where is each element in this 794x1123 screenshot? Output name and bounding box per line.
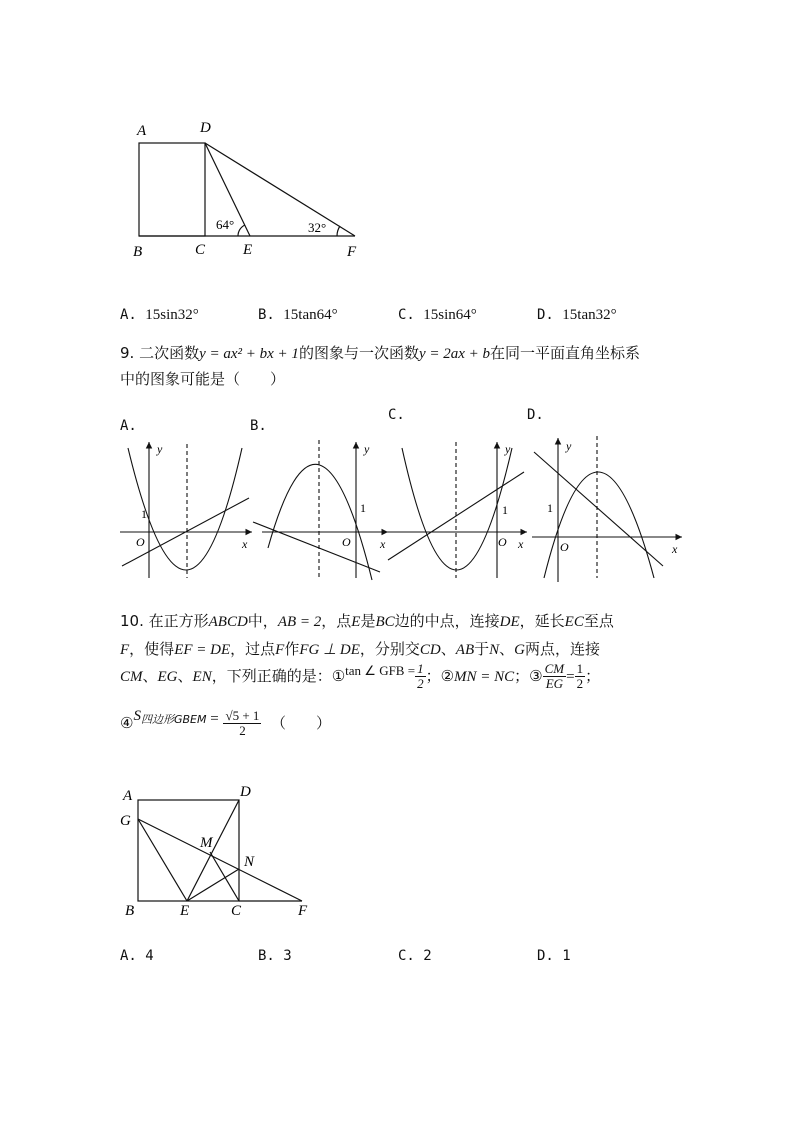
figure-q8: [120, 115, 380, 275]
graph-a: [120, 442, 252, 578]
q10-option-b[interactable]: B. 3: [258, 948, 292, 964]
svg-text:1: 1: [141, 507, 147, 521]
q8-option-a[interactable]: A. 15sin32°: [120, 307, 199, 323]
label-d: D: [200, 120, 211, 136]
q10-label-g: G: [120, 813, 131, 829]
svg-text:y: y: [566, 439, 572, 453]
line-cm: [210, 852, 239, 901]
svg-text:x: x: [380, 537, 386, 551]
q9-graph-label-d[interactable]: D.: [527, 407, 544, 423]
label-a: A: [137, 123, 147, 139]
svg-text:1: 1: [502, 503, 508, 517]
q10-option-d[interactable]: D. 1: [537, 948, 571, 964]
svg-text:1: 1: [360, 501, 366, 515]
q9-graph-label-c[interactable]: C.: [388, 407, 405, 423]
q8-option-d[interactable]: D. 15tan32°: [537, 307, 617, 323]
label-f: F: [347, 244, 357, 260]
label-c: C: [195, 242, 206, 258]
svg-text:x: x: [242, 537, 248, 551]
svg-text:O: O: [136, 535, 145, 549]
svg-text:y: y: [364, 442, 370, 456]
label-e: E: [243, 242, 253, 258]
svg-text:x: x: [672, 542, 678, 556]
q10-label-b: B: [125, 903, 135, 919]
q8-option-c[interactable]: C. 15sin64°: [398, 307, 477, 323]
q10-label-c: C: [231, 903, 242, 919]
angle-64-label: 64°: [216, 217, 235, 232]
q10-label-n: N: [244, 854, 255, 870]
figure-q10: [115, 780, 325, 920]
svg-text:x: x: [518, 537, 524, 551]
q10-label-d: D: [240, 784, 251, 800]
svg-text:O: O: [498, 535, 507, 549]
arc-32: [337, 226, 340, 236]
square-abcd-q10: [138, 800, 239, 901]
q10-label-m: M: [200, 835, 213, 851]
q8-option-b[interactable]: B. 15tan64°: [258, 307, 338, 323]
label-b: B: [133, 244, 143, 260]
q9-graph-label-a[interactable]: A.: [120, 418, 137, 434]
q9-graph-label-b[interactable]: B.: [250, 418, 267, 434]
q10-option-a[interactable]: A. 4: [120, 948, 154, 964]
q10-stem-line3: CM、EG、EN，下列正确的是：①tan ∠ GFB = $\frac{1}{2}$ ；②MN = NC；③ $\frac{CM}{EG}$ = $\frac{1}{2}$ ；: [120, 661, 601, 691]
arc-64: [238, 225, 245, 236]
svg-text:O: O: [342, 535, 351, 549]
graph-d: [532, 436, 682, 582]
square-abcd: [139, 143, 205, 236]
q10-label-f: F: [298, 903, 308, 919]
q10-option-c[interactable]: C. 2: [398, 948, 432, 964]
q10-label-e: E: [180, 903, 190, 919]
angle-32-label: 32°: [308, 220, 327, 235]
q10-stem-line2: F，使得EF = DE，过点F作FG ⊥ DE，分别交CD、AB于N、G两点，连接: [120, 640, 601, 658]
line-de-q10: [187, 800, 239, 901]
svg-text:O: O: [560, 540, 569, 554]
q10-stem-line1: 10. 在正方形ABCD中，AB = 2，点E是BC边的中点，连接DE，延长EC至点: [120, 612, 614, 630]
q9-stem-line2: 中的图象可能是（ ）: [120, 370, 286, 388]
svg-text:y: y: [505, 442, 511, 456]
q10-stem-line4: $④S^{四边形GBEM}$ = $\frac{√5 + 1}{2}$ （ ）: [120, 708, 331, 738]
svg-text:1: 1: [547, 501, 553, 515]
q9-graphs: [110, 430, 690, 590]
graph-b: [253, 440, 388, 580]
q9-stem-line1: 9. 二次函数y = ax² + bx + 1的图象与一次函数y = 2ax + b在同一平面直角坐标系: [120, 344, 641, 362]
svg-text:y: y: [157, 442, 163, 456]
q10-label-a: A: [123, 788, 133, 804]
